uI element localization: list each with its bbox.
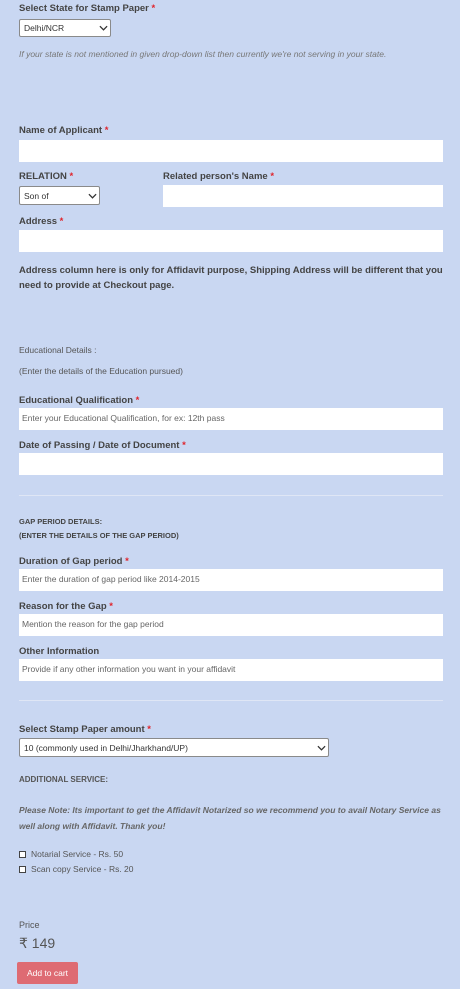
qualification-label: Educational Qualification *	[19, 395, 140, 406]
relation-select[interactable]: Son of	[19, 186, 100, 205]
state-select[interactable]: Delhi/NCR	[19, 19, 111, 37]
chevron-down-icon	[85, 187, 99, 204]
gap-reason-label: Reason for the Gap *	[19, 601, 113, 612]
add-to-cart-button[interactable]: Add to cart	[17, 962, 78, 984]
gap-subheading: (ENTER THE DETAILS OF THE GAP PERIOD)	[19, 531, 179, 540]
applicant-label: Name of Applicant *	[19, 125, 109, 136]
price-value: ₹ 149	[19, 935, 56, 951]
state-label: Select State for Stamp Paper *	[19, 3, 156, 14]
state-note: If your state is not mentioned in given drop-down list then currently we're not serving in your state.	[19, 49, 387, 59]
scan-copy-service-option[interactable]: Scan copy Service - Rs. 20	[19, 864, 134, 874]
qualification-input[interactable]: Enter your Educational Qualification, for ex: 12th pass	[19, 408, 443, 430]
chevron-down-icon	[314, 739, 328, 756]
education-heading: Educational Details :	[19, 345, 97, 355]
related-person-input[interactable]	[163, 185, 443, 207]
address-input[interactable]	[19, 230, 443, 252]
other-info-label: Other Information	[19, 646, 100, 657]
stamp-amount-select[interactable]: 10 (commonly used in Delhi/Jharkhand/UP)	[19, 738, 329, 757]
divider	[19, 700, 443, 701]
applicant-name-input[interactable]	[19, 140, 443, 162]
relation-label: RELATION *	[19, 171, 74, 182]
notary-note: Please Note: Its important to get the Affidavit Notarized so we recommend you to avail Notary Service as well along with Affidavit. Thank you!	[19, 805, 441, 831]
other-info-input[interactable]: Provide if any other information you want in your affidavit	[19, 659, 443, 681]
notarial-service-option[interactable]: Notarial Service - Rs. 50	[19, 849, 123, 859]
passing-date-label: Date of Passing / Date of Document *	[19, 440, 186, 451]
gap-reason-input[interactable]: Mention the reason for the gap period	[19, 614, 443, 636]
address-label: Address *	[19, 216, 64, 227]
education-subheading: (Enter the details of the Education pursued)	[19, 366, 183, 376]
address-note: Address column here is only for Affidavit purpose, Shipping Address will be different that you need to provide at Checkout page.	[19, 265, 443, 291]
gap-heading: GAP PERIOD DETAILS:	[19, 517, 103, 526]
scan-copy-checkbox[interactable]	[19, 866, 26, 873]
stamp-label: Select Stamp Paper amount *	[19, 724, 151, 735]
gap-duration-input[interactable]: Enter the duration of gap period like 2014-2015	[19, 569, 443, 591]
additional-heading: ADDITIONAL SERVICE:	[19, 775, 109, 784]
price-label: Price	[19, 920, 40, 930]
related-person-label: Related person's Name *	[163, 171, 275, 182]
passing-date-input[interactable]	[19, 453, 443, 475]
notarial-checkbox[interactable]	[19, 851, 26, 858]
divider	[19, 495, 443, 496]
gap-duration-label: Duration of Gap period *	[19, 556, 129, 567]
chevron-down-icon	[96, 20, 110, 36]
